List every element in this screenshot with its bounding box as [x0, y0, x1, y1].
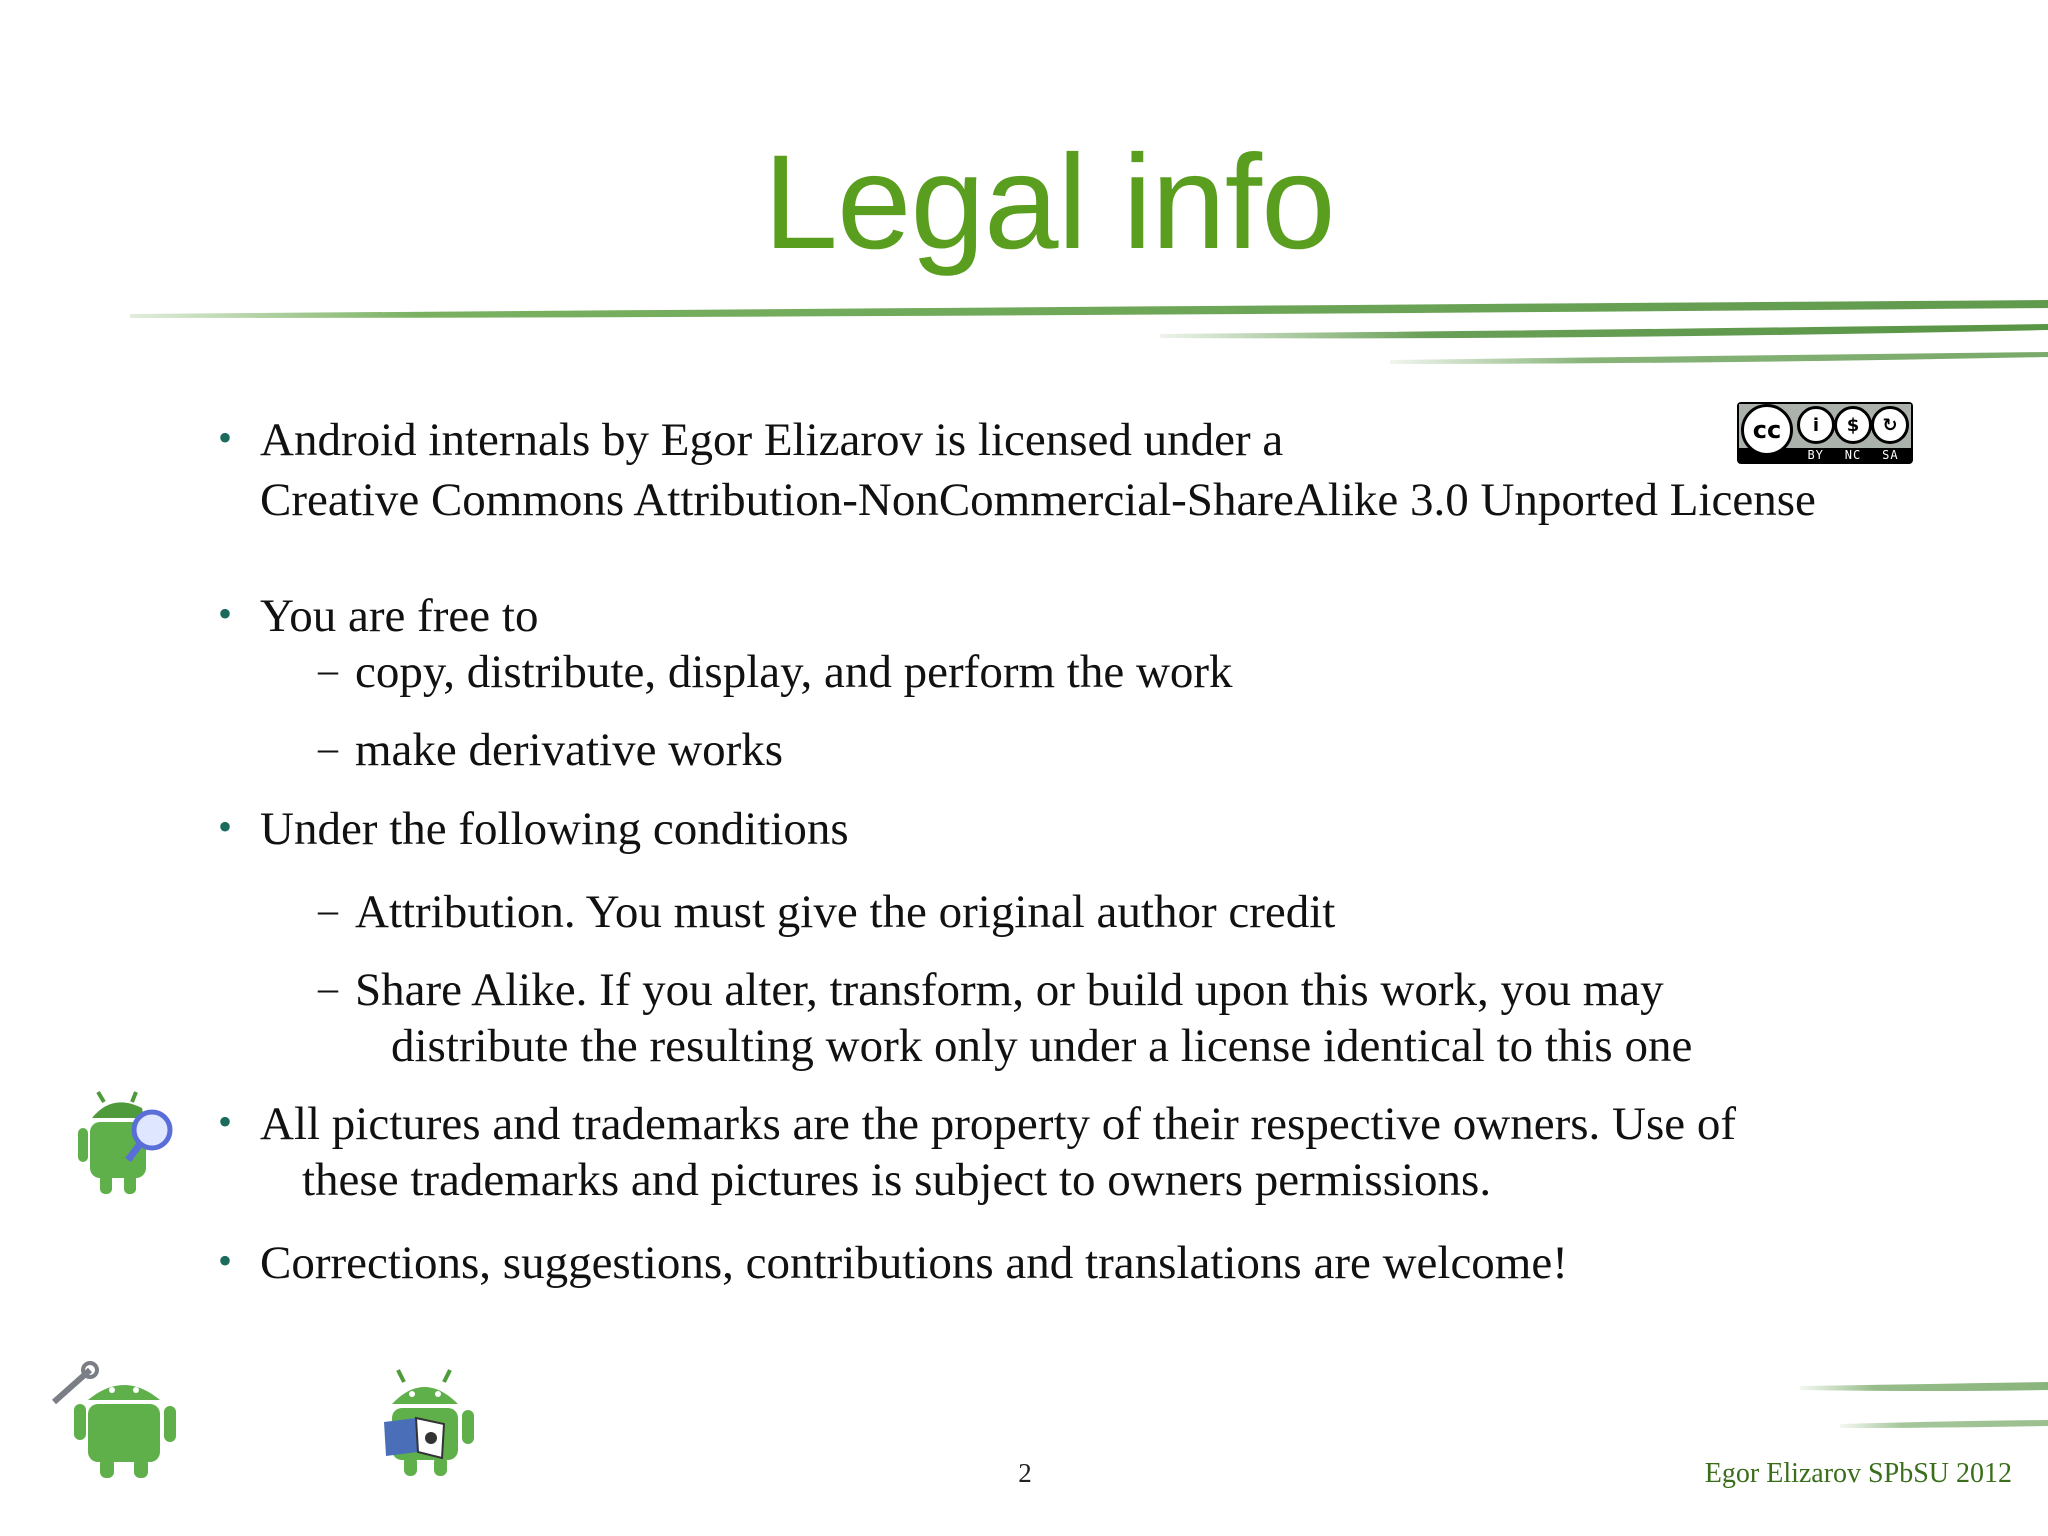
bullet-marker: • [218, 804, 233, 849]
condition-item: Share Alike. If you alter, transform, or build upon this work, you may [355, 964, 1664, 1016]
bullet-marker: • [218, 1099, 233, 1144]
free-item: make derivative works [355, 724, 784, 776]
condition-item-continued: distribute the resulting work only under a license identical to this one [391, 1020, 1693, 1072]
bullet-marker: • [218, 415, 233, 460]
dash-marker: – [318, 725, 338, 770]
android-wrench-icon [44, 1360, 179, 1480]
android-book-icon [370, 1368, 480, 1480]
dash-marker: – [318, 965, 338, 1010]
condition-item: Attribution. You must give the original author credit [355, 886, 1336, 938]
cc-label-by: BY [1807, 448, 1824, 462]
license-link[interactable]: Creative Commons Attribution-NonCommercial-ShareAlike 3.0 Unported License [260, 474, 1816, 526]
free-intro: You are free to [260, 590, 539, 642]
sa-share-icon: ↻ [1871, 406, 1909, 444]
nc-dollar-icon: $ [1834, 406, 1872, 444]
android-magnifier-icon [72, 1088, 182, 1198]
bullet-marker: • [218, 591, 233, 636]
bullet-marker: • [218, 1238, 233, 1283]
cc-label-sa: SA [1882, 448, 1899, 462]
free-item: copy, distribute, display, and perform the work [355, 646, 1233, 698]
conditions-intro: Under the following conditions [260, 803, 849, 855]
by-person-icon: i [1797, 406, 1835, 444]
cc-badge-labels [1797, 448, 1909, 462]
page-number: 2 [1018, 1458, 1032, 1488]
dash-marker: – [318, 647, 338, 692]
slide-title: Legal info [763, 128, 1335, 277]
license-statement: Android internals by Egor Elizarov is licensed under a [260, 414, 1284, 466]
trademarks-statement: All pictures and trademarks are the property of their respective owners. Use of [260, 1098, 1737, 1150]
cc-label-nc: NC [1844, 448, 1862, 462]
dash-marker: – [318, 887, 338, 932]
cc-license-badge[interactable] [1737, 402, 1913, 464]
footer-author: Egor Elizarov SPbSU 2012 [1704, 1458, 2012, 1489]
trademarks-statement-continued: these trademarks and pictures is subject to owners permissions. [302, 1154, 1492, 1206]
cc-icon: cc [1741, 404, 1793, 456]
welcome-statement: Corrections, suggestions, contributions and translations are welcome! [260, 1237, 1568, 1289]
